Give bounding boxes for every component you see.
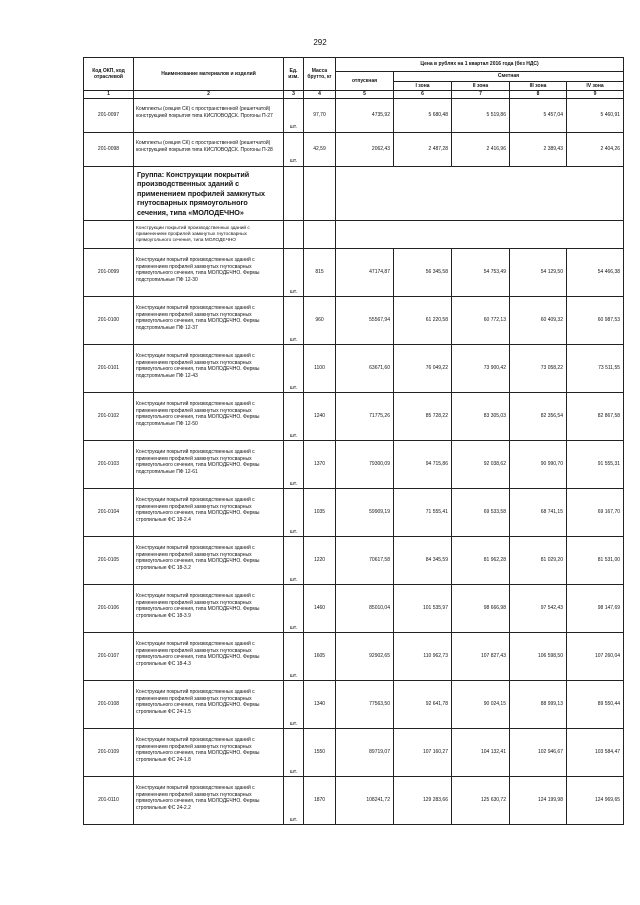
table-row [84, 249, 624, 297]
row-code: 201-0098 [84, 132, 134, 166]
row-mass: 1550 [304, 729, 336, 777]
row-name: Комплекты (секция СК) с пространственной (решетчатой) конструкцией покрытия типа КИСЛОВОДСК. Прогоны П-27 [134, 98, 284, 132]
row-zone4-price: 91 555,31 [567, 441, 624, 489]
row-zone3-price: 97 542,43 [510, 585, 567, 633]
row-zone1-price: 94 715,86 [394, 441, 452, 489]
row-code: 201-0106 [84, 585, 134, 633]
row-code: 201-0103 [84, 441, 134, 489]
row-zone2-price: 98 666,98 [452, 585, 510, 633]
row-zone4-price: 54 466,38 [567, 249, 624, 297]
col-header-code: Код ОКП, код отраслевой [84, 58, 134, 91]
group-subtitle-row [84, 221, 624, 249]
row-unit: шт. [284, 585, 304, 633]
row-mass: 1220 [304, 537, 336, 585]
row-zone3-price: 73 058,22 [510, 345, 567, 393]
row-zone4-price: 82 867,58 [567, 393, 624, 441]
row-zone4-price: 124 969,65 [567, 777, 624, 825]
row-zone3-price: 102 946,67 [510, 729, 567, 777]
row-zone4-price: 69 167,70 [567, 489, 624, 537]
row-release-price: 108241,72 [336, 777, 394, 825]
table-row [84, 441, 624, 489]
group-subtitle: Конструкции покрытий производственных зданий с применением профилей замкнутых гнутосварных прямоугольного сечения, типа МОЛОДЕЧНО [134, 221, 284, 249]
row-code: 201-0107 [84, 633, 134, 681]
row-zone3-price: 90 990,70 [510, 441, 567, 489]
row-name: Конструкции покрытий производственных зданий с применением профилей замкнутых гнутосварных прямоугольного сечения, типа МОЛОДЕЧНО. Фермы подстропильные ПФ 12-50 [134, 393, 284, 441]
row-release-price: 2062,43 [336, 132, 394, 166]
table-row [84, 777, 624, 825]
row-zone2-price: 125 630,72 [452, 777, 510, 825]
row-unit: шт. [284, 729, 304, 777]
col-header-zone4: IV зона [567, 81, 624, 91]
row-code: 201-0100 [84, 297, 134, 345]
row-zone1-price: 85 728,22 [394, 393, 452, 441]
row-zone2-price: 5 519,86 [452, 98, 510, 132]
price-table [83, 57, 624, 825]
page-number: 292 [313, 38, 327, 47]
row-zone1-price: 2 487,28 [394, 132, 452, 166]
row-zone3-price: 82 356,54 [510, 393, 567, 441]
row-name: Конструкции покрытий производственных зданий с применением профилей замкнутых гнутосварных прямоугольного сечения, типа МОЛОДЕЧНО. Фермы подстропильные ПФ 12-43 [134, 345, 284, 393]
row-mass: 1340 [304, 681, 336, 729]
row-unit: шт. [284, 393, 304, 441]
row-release-price: 63671,60 [336, 345, 394, 393]
col-number: 4 [304, 91, 336, 99]
row-name: Конструкции покрытий производственных зданий с применением профилей замкнутых гнутосварных прямоугольного сечения, типа МОЛОДЕЧНО. Фермы стропильные ФС 18-2.4 [134, 489, 284, 537]
row-code: 201-0102 [84, 393, 134, 441]
row-unit: шт. [284, 441, 304, 489]
row-zone4-price: 107 260,04 [567, 633, 624, 681]
row-name: Комплекты (секция СК) с пространственной (решетчатой) конструкцией покрытия типа КИСЛОВОДСК. Прогоны П-28 [134, 132, 284, 166]
row-code: 201-0105 [84, 537, 134, 585]
row-name: Конструкции покрытий производственных зданий с применением профилей замкнутых гнутосварных прямоугольного сечения, типа МОЛОДЕЧНО. Фермы стропильные ФС 24-1.8 [134, 729, 284, 777]
col-header-unit: Ед. изм. [284, 58, 304, 91]
row-release-price: 77563,50 [336, 681, 394, 729]
row-zone3-price: 106 598,50 [510, 633, 567, 681]
col-header-name: Наименование материалов и изделий [134, 58, 284, 91]
row-unit: шт. [284, 633, 304, 681]
table-row [84, 132, 624, 166]
col-number: 8 [510, 91, 567, 99]
row-code: 201-0099 [84, 249, 134, 297]
row-name: Конструкции покрытий производственных зданий с применением профилей замкнутых гнутосварных прямоугольного сечения, типа МОЛОДЕЧНО. Фермы подстропильные ПФ 12-30 [134, 249, 284, 297]
row-unit: шт. [284, 297, 304, 345]
col-number: 7 [452, 91, 510, 99]
row-name: Конструкции покрытий производственных зданий с применением профилей замкнутых гнутосварных прямоугольного сечения, типа МОЛОДЕЧНО. Фермы стропильные ФС 24-1.5 [134, 681, 284, 729]
col-number: 6 [394, 91, 452, 99]
row-zone1-price: 101 535,97 [394, 585, 452, 633]
col-header-mass: Масса брутто, кг [304, 58, 336, 91]
row-zone3-price: 5 457,04 [510, 98, 567, 132]
row-release-price: 59909,19 [336, 489, 394, 537]
table-row [84, 537, 624, 585]
row-name: Конструкции покрытий производственных зданий с применением профилей замкнутых гнутосварных прямоугольного сечения, типа МОЛОДЕЧНО. Фермы стропильные ФС 18-3.2 [134, 537, 284, 585]
row-release-price: 47174,87 [336, 249, 394, 297]
row-release-price: 85010,04 [336, 585, 394, 633]
row-zone2-price: 69 533,58 [452, 489, 510, 537]
row-name: Конструкции покрытий производственных зданий с применением профилей замкнутых гнутосварных прямоугольного сечения, типа МОЛОДЕЧНО. Фермы подстропильные ПФ 12-37 [134, 297, 284, 345]
row-mass: 1035 [304, 489, 336, 537]
row-unit: шт. [284, 489, 304, 537]
row-release-price: 55567,94 [336, 297, 394, 345]
row-code: 201-0110 [84, 777, 134, 825]
col-header-zone3: III зона [510, 81, 567, 91]
row-release-price: 71775,26 [336, 393, 394, 441]
row-unit: шт. [284, 132, 304, 166]
row-zone3-price: 54 129,50 [510, 249, 567, 297]
row-zone3-price: 124 199,98 [510, 777, 567, 825]
row-unit: шт. [284, 345, 304, 393]
row-name: Конструкции покрытий производственных зданий с применением профилей замкнутых гнутосварных прямоугольного сечения, типа МОЛОДЕЧНО. Фермы стропильные ФС 18-4.3 [134, 633, 284, 681]
row-zone1-price: 5 680,48 [394, 98, 452, 132]
row-zone2-price: 81 962,28 [452, 537, 510, 585]
col-number: 2 [134, 91, 284, 99]
row-name: Конструкции покрытий производственных зданий с применением профилей замкнутых гнутосварных прямоугольного сечения, типа МОЛОДЕЧНО. Фермы стропильные ФС 24-2.2 [134, 777, 284, 825]
row-zone1-price: 71 555,41 [394, 489, 452, 537]
row-zone3-price: 81 029,20 [510, 537, 567, 585]
row-mass: 815 [304, 249, 336, 297]
row-zone3-price: 88 999,13 [510, 681, 567, 729]
row-zone2-price: 83 305,03 [452, 393, 510, 441]
group-title: Группа: Конструкции покрытий производственных зданий с применением профилей замкнутых гнутосварных прямоугольного сечения, типа «МОЛОДЕЧНО» [134, 166, 284, 221]
row-zone1-price: 84 345,59 [394, 537, 452, 585]
col-number: 9 [567, 91, 624, 99]
col-number: 1 [84, 91, 134, 99]
row-mass: 1870 [304, 777, 336, 825]
row-zone2-price: 90 024,15 [452, 681, 510, 729]
row-zone1-price: 61 220,58 [394, 297, 452, 345]
row-mass: 1605 [304, 633, 336, 681]
row-name: Конструкции покрытий производственных зданий с применением профилей замкнутых гнутосварных прямоугольного сечения, типа МОЛОДЕЧНО. Фермы стропильные ФС 18-3.9 [134, 585, 284, 633]
row-zone3-price: 60 409,32 [510, 297, 567, 345]
row-mass: 1240 [304, 393, 336, 441]
row-zone1-price: 110 962,73 [394, 633, 452, 681]
col-header-estimate: Сметная [394, 72, 624, 82]
row-release-price: 92902,65 [336, 633, 394, 681]
row-unit: шт. [284, 777, 304, 825]
row-zone4-price: 2 404,26 [567, 132, 624, 166]
row-code: 201-0104 [84, 489, 134, 537]
row-zone2-price: 104 132,41 [452, 729, 510, 777]
col-header-zone1: I зона [394, 81, 452, 91]
row-zone1-price: 76 049,22 [394, 345, 452, 393]
col-header-zone2: II зона [452, 81, 510, 91]
row-zone3-price: 2 389,43 [510, 132, 567, 166]
row-release-price: 4735,92 [336, 98, 394, 132]
table-row [84, 393, 624, 441]
row-unit: шт. [284, 98, 304, 132]
row-zone1-price: 56 345,58 [394, 249, 452, 297]
row-zone1-price: 92 641,78 [394, 681, 452, 729]
row-release-price: 70617,58 [336, 537, 394, 585]
row-zone4-price: 60 987,53 [567, 297, 624, 345]
row-release-price: 79300,09 [336, 441, 394, 489]
table-row [84, 98, 624, 132]
row-unit: шт. [284, 249, 304, 297]
col-number: 3 [284, 91, 304, 99]
row-zone2-price: 107 827,43 [452, 633, 510, 681]
table-row [84, 729, 624, 777]
row-mass: 42,59 [304, 132, 336, 166]
row-zone4-price: 5 460,91 [567, 98, 624, 132]
row-release-price: 89719,07 [336, 729, 394, 777]
row-zone2-price: 2 416,96 [452, 132, 510, 166]
row-zone2-price: 73 900,42 [452, 345, 510, 393]
table-row [84, 489, 624, 537]
row-mass: 97,70 [304, 98, 336, 132]
col-number: 5 [336, 91, 394, 99]
row-name: Конструкции покрытий производственных зданий с применением профилей замкнутых гнутосварных прямоугольного сечения, типа МОЛОДЕЧНО. Фермы подстропильные ПФ 12-61 [134, 441, 284, 489]
row-unit: шт. [284, 537, 304, 585]
row-code: 201-0109 [84, 729, 134, 777]
row-code: 201-0097 [84, 98, 134, 132]
row-zone4-price: 98 147,69 [567, 585, 624, 633]
table-row [84, 297, 624, 345]
table-row [84, 633, 624, 681]
row-zone4-price: 103 584,47 [567, 729, 624, 777]
row-zone2-price: 92 038,62 [452, 441, 510, 489]
row-zone4-price: 89 550,44 [567, 681, 624, 729]
column-numbers-row [84, 91, 624, 99]
table-row [84, 345, 624, 393]
row-code: 201-0101 [84, 345, 134, 393]
row-unit: шт. [284, 681, 304, 729]
row-zone2-price: 54 753,49 [452, 249, 510, 297]
col-header-price-title: Цена в рублях на 1 квартал 2016 года (без НДС) [336, 58, 624, 72]
row-zone4-price: 73 511,55 [567, 345, 624, 393]
table-row [84, 681, 624, 729]
row-code: 201-0108 [84, 681, 134, 729]
row-zone4-price: 81 531,00 [567, 537, 624, 585]
row-zone1-price: 107 160,27 [394, 729, 452, 777]
group-title-row [84, 166, 624, 221]
row-zone2-price: 60 772,13 [452, 297, 510, 345]
row-mass: 960 [304, 297, 336, 345]
row-zone1-price: 129 283,66 [394, 777, 452, 825]
col-header-release: отпускная [336, 72, 394, 91]
row-mass: 1460 [304, 585, 336, 633]
table-row [84, 585, 624, 633]
row-mass: 1370 [304, 441, 336, 489]
row-zone3-price: 68 741,15 [510, 489, 567, 537]
row-mass: 1100 [304, 345, 336, 393]
